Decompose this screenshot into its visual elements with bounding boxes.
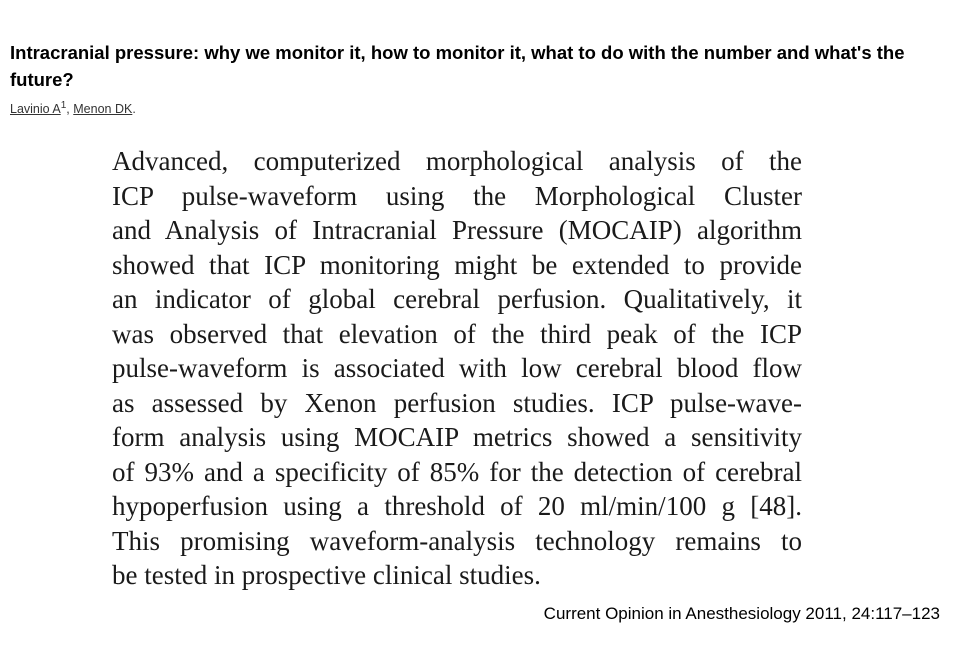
article-title: Intracranial pressure: why we monitor it, how to monitor it, what to do with the number and what's the future?	[10, 42, 905, 90]
excerpt-line: ICP pulse-waveform using the Morphological Cluster	[112, 180, 802, 211]
affiliation-superscript[interactable]: 1	[60, 99, 67, 111]
excerpt-line: of 93% and a specificity of 85% for the detection of cerebral	[112, 456, 802, 487]
author-link-lavinio[interactable]: Lavinio A	[10, 102, 61, 116]
excerpt-line: be tested in prospective clinical studies.	[112, 560, 541, 590]
excerpt-line: hypoperfusion using a threshold of 20 ml/min/100 g [48].	[112, 491, 802, 521]
excerpt-line: Advanced, computerized morphological analysis of the	[112, 146, 802, 176]
excerpt-line: form analysis using MOCAIP metrics showed a sensitivity	[112, 422, 802, 452]
excerpt-line: as assessed by Xenon perfusion studies. ICP pulse-wave-	[112, 387, 802, 418]
excerpt-line: This promising waveform-analysis technology remains to	[112, 525, 802, 556]
author-terminator: .	[132, 102, 136, 116]
excerpt-line: an indicator of global cerebral perfusion. Qualitatively, it	[112, 284, 802, 314]
journal-citation: Current Opinion in Anesthesiology 2011, 24:117–123	[543, 604, 940, 623]
excerpt-line: showed that ICP monitoring might be extended to provide	[112, 249, 802, 280]
author-separator: ,	[66, 102, 74, 116]
excerpt-line: was observed that elevation of the third peak of the ICP	[112, 318, 802, 349]
author-link-menon[interactable]: Menon DK	[73, 102, 133, 116]
author-list	[10, 100, 136, 118]
excerpt-line: and Analysis of Intracranial Pressure (MOCAIP) algorithm	[112, 215, 802, 245]
quoted-excerpt	[112, 144, 802, 593]
excerpt-line: pulse-waveform is associated with low cerebral blood flow	[112, 353, 802, 383]
